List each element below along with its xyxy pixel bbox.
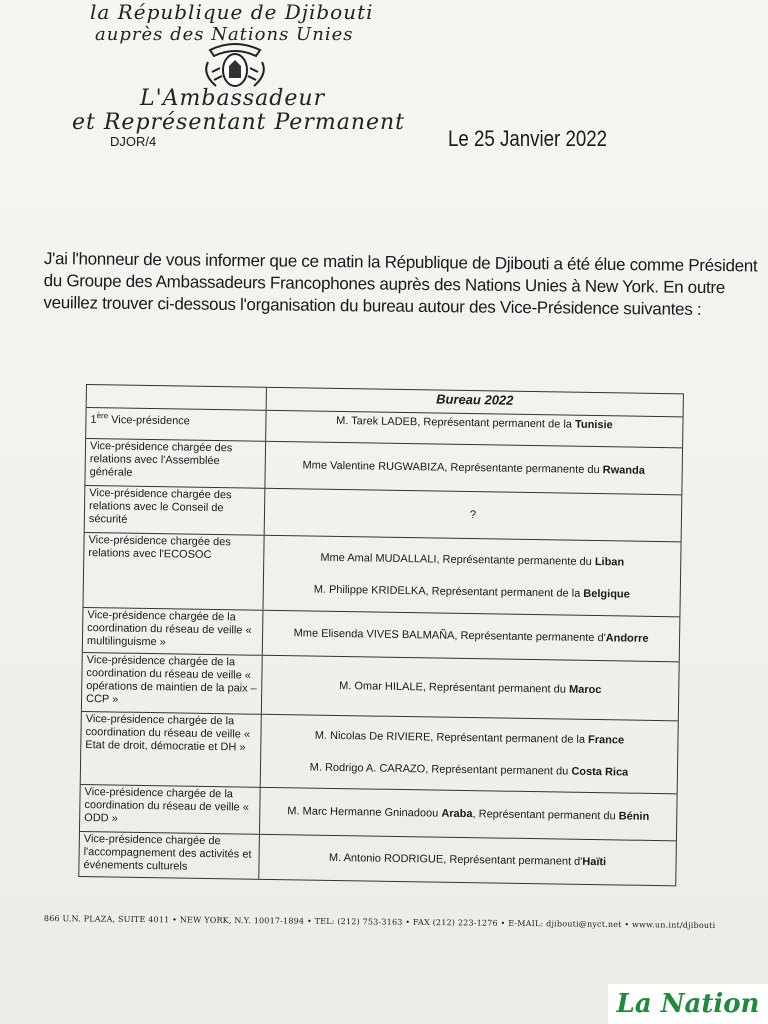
member-cell (260, 788, 677, 841)
member-entry (302, 458, 645, 477)
member-name: Mme Amal MUDALLALI, Représentante permanente du (320, 551, 595, 569)
role-cell: Vice-présidence chargée de la coordination du réseau de veille « multilinguisme » (83, 608, 264, 655)
member-entry (314, 583, 630, 602)
member-country: Andorre (605, 632, 649, 645)
table-row (82, 653, 679, 721)
role-cell: Vice-présidence chargée des relations avec l'Assemblée générale (85, 439, 266, 488)
member-entry (470, 508, 476, 522)
member-cell (263, 611, 680, 662)
role-label: Vice-présidence (108, 414, 190, 428)
role-cell: Vice-présidence chargée de l'accompagnement des activités et événements culturels (79, 832, 260, 879)
letterhead-line-2: auprès des Nations Unies (95, 24, 354, 45)
table-row (81, 712, 678, 794)
role-ordinal: 1 (90, 413, 97, 426)
member-entry (339, 679, 601, 697)
letterhead-line-3: L'Ambassadeur (140, 86, 326, 111)
letterhead-line-1: la République de Djibouti (90, 0, 374, 24)
member-cell (263, 536, 680, 617)
letterhead-footer: 866 U.N. PLAZA, SUITE 4011 • NEW YORK, N.Y. 10017-1894 • TEL: (212) 753-3163 • FAX (212) 223-1276 • E-MAIL: djibouti@nyct.net • www.un.int/djibouti (43, 914, 716, 931)
member-name: M. Nicolas De RIVIERE, Représentant permanent de la (314, 729, 589, 746)
member-cell (265, 442, 682, 495)
member-name: M. Marc Hermanne Gninadoou (287, 805, 442, 820)
member-cell (261, 715, 678, 794)
bureau-table (78, 384, 684, 886)
role-cell (86, 408, 266, 441)
role-cell: Vice-présidence chargée des relations avec le Conseil de sécurité (85, 486, 266, 535)
member-cell (265, 489, 682, 542)
member-entry (329, 851, 606, 869)
reference-number: DJOR/4 (110, 134, 157, 149)
table-header-empty-cell (87, 385, 267, 410)
member-country: Bénin (618, 810, 650, 823)
table-row (83, 533, 680, 617)
role-ordinal-suffix: ère (96, 411, 109, 421)
letterhead-line-4: et Représentant Permanent (72, 110, 406, 135)
member-entry (336, 414, 613, 432)
la-nation-logo (608, 984, 768, 1024)
member-entry (315, 729, 625, 748)
member-country: Tunisie (574, 418, 613, 432)
member-name: Mme Valentine RUGWABIZA, Représentante permanente du (302, 459, 603, 477)
member-name: M. Antonio RODRIGUE, Représentant permanent d' (328, 851, 583, 868)
coat-of-arms-icon (200, 42, 270, 92)
member-entry (320, 551, 624, 570)
table-header: Bureau 2022 (436, 391, 514, 408)
member-name: Mme Elisenda VIVES BALMAÑA, Représentante permanente d' (293, 627, 606, 645)
member-name: M. Philippe KRIDELKA, Représentant permanent de la (313, 583, 584, 600)
member-cell (262, 656, 679, 721)
role-cell: Vice-présidence chargée des relations avec l'ECOSOC (83, 533, 264, 610)
member-country: Belgique (583, 587, 630, 601)
member-entry (294, 626, 649, 646)
member-name: M. Tarek LADEB, Représentant permanent de la (336, 414, 576, 431)
member-country: Costa Rica (571, 765, 629, 779)
role-cell: Vice-présidence chargée de la coordination du réseau de veille « ODD » (80, 785, 261, 834)
table-row (79, 832, 676, 885)
body-paragraph: J'ai l'honneur de vous informer que ce matin la République de Djibouti a été élue comme Président du Groupe des Ambassadeurs Francophones auprès des Nations Unies à New York. En outre veuillez trouver ci-dessous l'organisation du bureau autour des Vice-Présidence suivantes : (43, 248, 758, 319)
logo-text: La Nation (616, 989, 760, 1019)
member-entry (287, 804, 649, 824)
member-country: France (587, 733, 625, 747)
letter-date: Le 25 Janvier 2022 (448, 126, 608, 151)
member-name: M. Omar HILALE, Représentant permanent du (339, 680, 570, 696)
member-name: ? (469, 509, 477, 522)
member-country: Rwanda (602, 464, 645, 477)
member-title: , Représentant permanent du (472, 808, 619, 823)
member-country: Haïti (582, 855, 607, 869)
member-name-bold: Araba (441, 807, 473, 821)
member-country: Liban (594, 556, 625, 569)
member-entry (310, 761, 629, 780)
member-name: M. Rodrigo A. CARAZO, Représentant permanent du (309, 761, 572, 778)
role-cell: Vice-présidence chargée de la coordination du réseau de veille « opérations de maintien de la paix – CCP » (82, 653, 263, 714)
role-cell: Vice-présidence chargée de la coordination du réseau de veille « Etat de droit, démocratie et DH » (81, 712, 262, 787)
member-country: Maroc (568, 683, 602, 697)
member-cell (259, 835, 676, 886)
